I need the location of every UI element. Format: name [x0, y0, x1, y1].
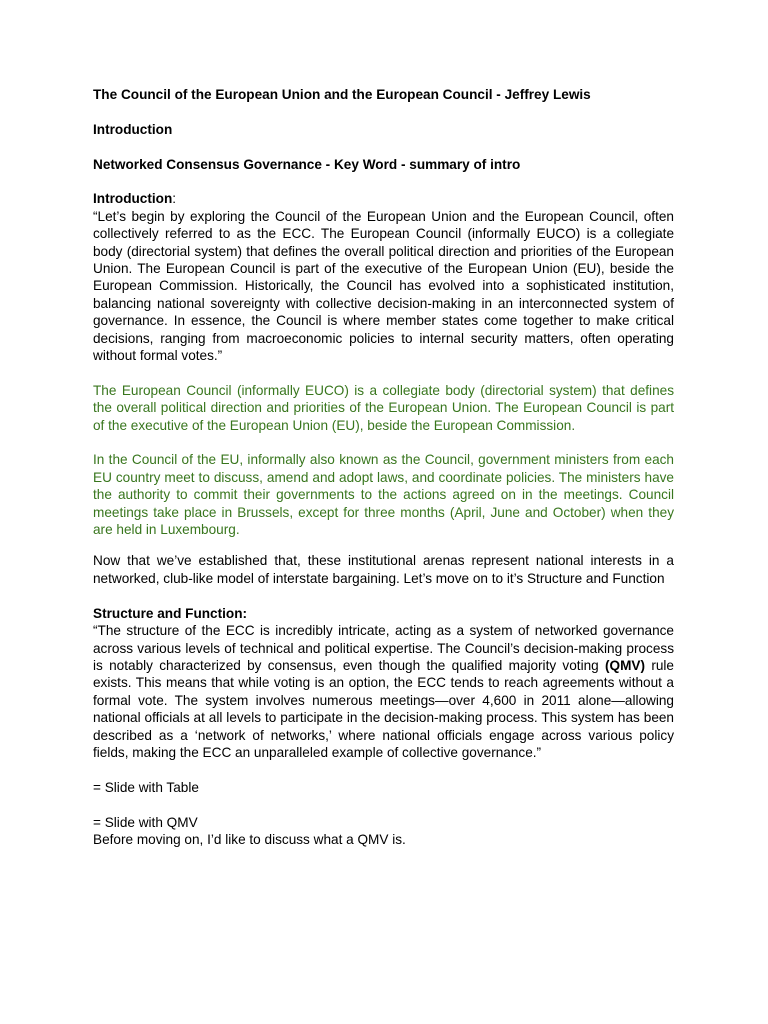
introduction-label-colon: : [172, 191, 177, 207]
structure-text-end: rule exists. This means that while voting is an option, the ECC tends to reach agreements without a formal vote. The system involves numerous meetings—over 4,600 in 2011 alone—allowing national officials at all levels to participate in the decision-making process. This system has been described as a ‘network of networks,’ where national officials engage across various policy fields, making the ECC an unparalleled example of collective governance.” [93, 657, 674, 760]
council-summary-paragraph: In the Council of the EU, informally also known as the Council, government ministers from each EU country meet to discuss, amend and adopt laws, and coordinate policies. The ministers have the authority to commit their governments to the actions agreed on in the meetings. Council meetings take place in Brussels, except for three months (April, June and October) when they are held in Luxembourg. [93, 452, 674, 538]
transition-paragraph: Now that we’ve established that, these institutional arenas represent national interests in a networked, club-like model of interstate bargaining. Let’s move on to it’s Structure and Function [93, 553, 674, 586]
qmv-term: (QMV) [605, 657, 646, 673]
closing-line: Before moving on, I’d like to discuss what a QMV is. [93, 831, 406, 847]
introduction-label: Introduction [93, 191, 173, 207]
introduction-label-line [93, 190, 674, 207]
keyword-subheading: Networked Consensus Governance - Key Word - summary of intro [93, 156, 521, 172]
euco-summary-paragraph: The European Council (informally EUCO) is a collegiate body (directorial system) that defines the overall political direction and priorities of the European Union. The European Council is part of the executive of the European Union (EU), beside the European Commission. [93, 382, 674, 433]
document-title: The Council of the European Union and the European Council - Jeffrey Lewis [93, 87, 591, 102]
structure-heading: Structure and Function: [93, 605, 248, 621]
introduction-heading: Introduction [93, 121, 173, 137]
structure-paragraph [93, 622, 674, 761]
structure-text-start: “The structure of the ECC is incredibly intricate, acting as a system of networked governance across various levels of technical and political expertise. The Council’s decision-making process is notably characterized by consensus, even though the qualified majority voting [93, 623, 674, 673]
slide-table-note: = Slide with Table [93, 779, 199, 795]
slide-qmv-note: = Slide with QMV [93, 814, 198, 830]
introduction-quote: “Let’s begin by exploring the Council of the European Union and the European Council, often collectively referred to as the ECC. The European Council (informally EUCO) is a collegiate body (directorial system) that defines the overall political direction and priorities of the European Union. The European Council is part of the executive of the European Union (EU), beside the European Commission. Historically, the Council has evolved into a sophisticated institution, balancing national sovereignty with collective decision-making in an interconnected system of governance. In essence, the Council is where member states come together to make critical decisions, ranging from macroeconomic policies to internal security matters, often operating without formal votes.” [93, 208, 674, 364]
document-body [93, 86, 674, 848]
